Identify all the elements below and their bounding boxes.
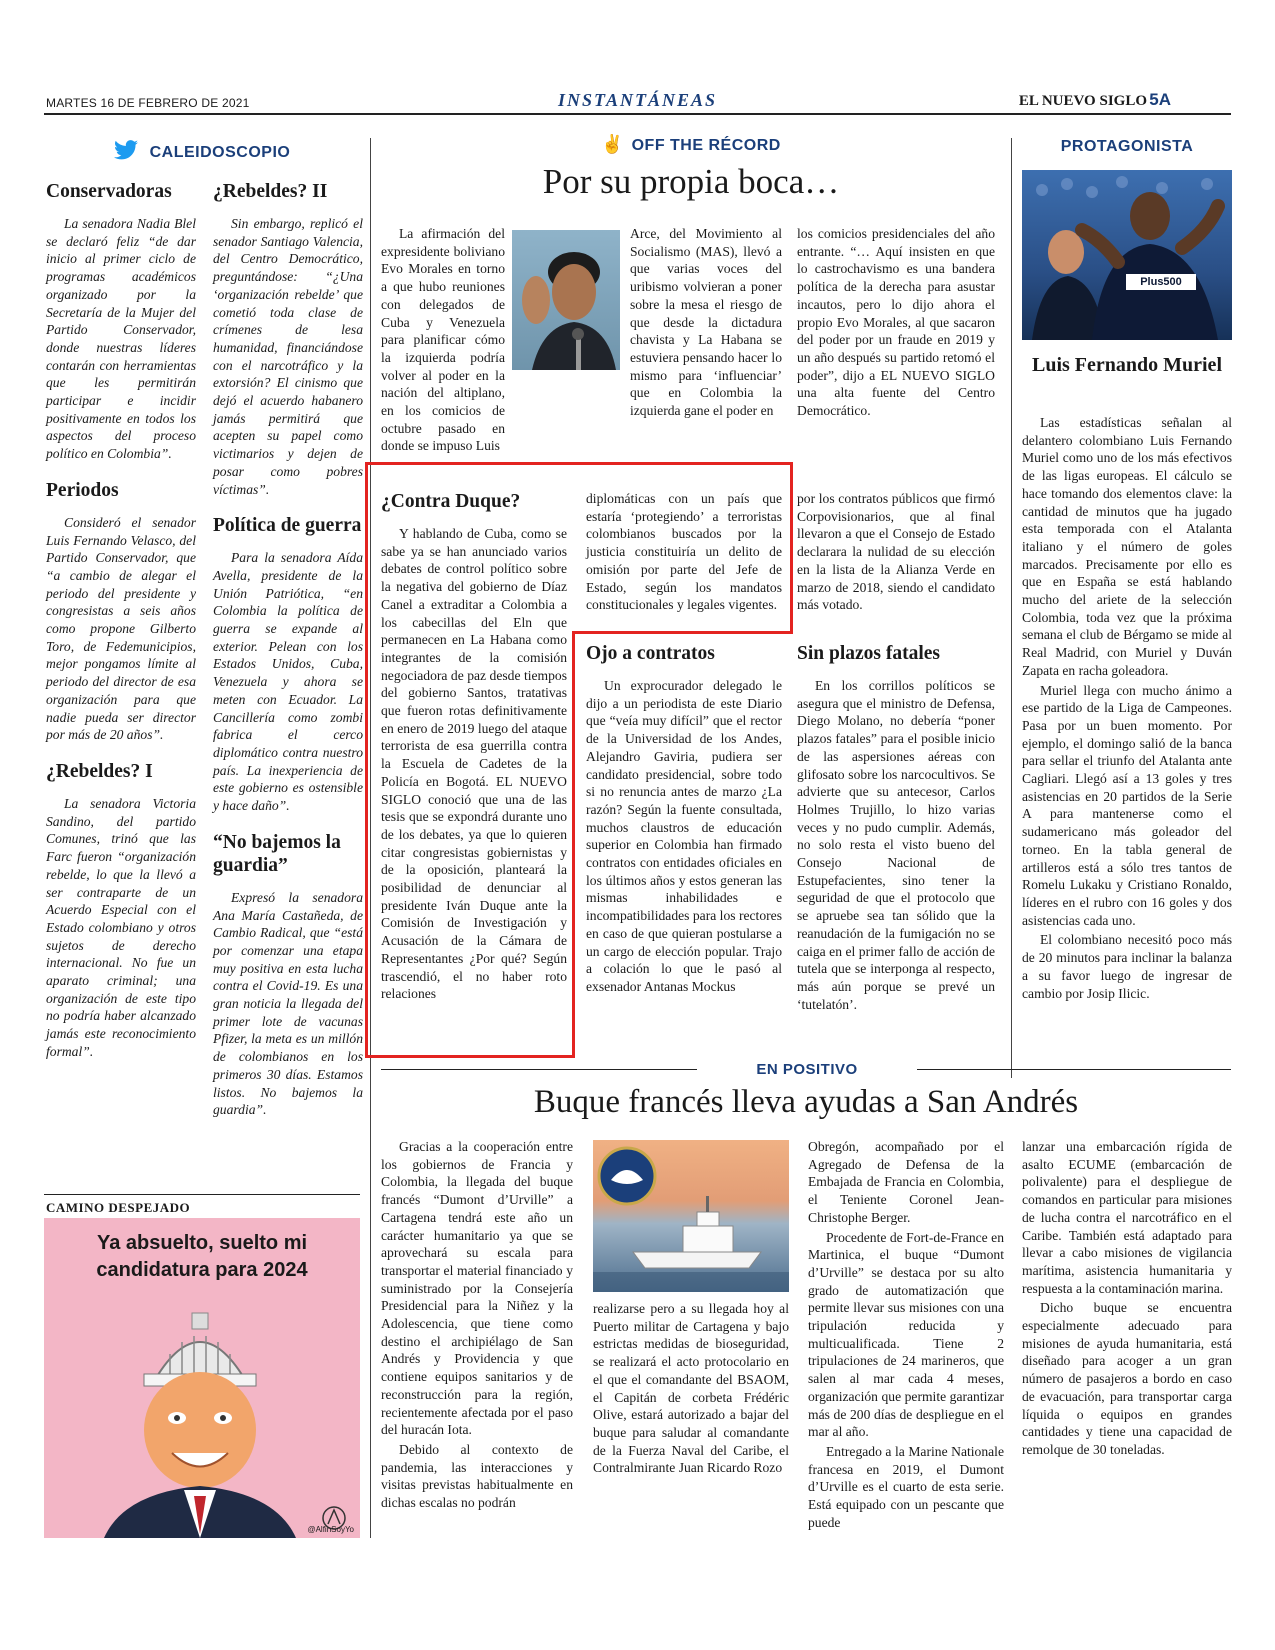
sin-plazos-title: Sin plazos fatales: [797, 643, 941, 664]
off-record-intro-col3: [797, 225, 995, 420]
protagonista-name: Luis Fernando Muriel: [1031, 354, 1222, 376]
cartoon-label: CAMINO DESPEJADO: [46, 1200, 191, 1215]
item-title: Conservadoras: [46, 181, 172, 202]
cartoon-speech: Ya absuelto, suelto mi candidatura para 2024: [96, 1232, 308, 1281]
column-divider: [1011, 138, 1012, 1078]
muriel-photo: [1022, 170, 1232, 340]
ojo-contratos-text: Un exprocurador delegado le dijo a un periodista de este Diario que “veía muy difícil” que el rector de la Universidad de los Andes, Alejandro Gaviria, pudiera ser candidato presidencial, sobre todo si no renuncia antes de marzo ¿La razón? Según la fuente consultada, muchos claustros de educación superior en Colombia han firmado contratos con entidades oficiales en los últimos años y estos generan las mismas inhabilidades e incompatibilidades para los rectores en caso de que quieran postularse a un cargo de elección popular. Trajo a colación lo que le pasó al exsenador Antanas Mockus: [586, 678, 782, 994]
item-text: Expresó la senadora Ana María Castañeda, de Cambio Radical, que “está por comenzar una etapa muy positiva en esta lucha contra el Covid-19. Es una gran noticia la llegada del primer lote de vacunas Pfizer, la meta es un millón de colombianos en los primeros 30 días. Estamos listos. No bajemos la guardia”.: [213, 889, 363, 1118]
off-record-intro-col2: [586, 225, 782, 420]
en-positivo-col3: [808, 1138, 1004, 1531]
item-title: Política de guerra: [213, 515, 362, 537]
contra-duque-text: Y hablando de Cuba, como se sabe ya se han anunciado varios debates de control político sobre la negativa del gobierno de Díaz Canel a extraditar a Colombia a los cabecillas del Eln que permanecen en La Habana como integrantes de la comisión negociadora de paz desde tiempos del gobierno Santos, tratativas que fueron rotas definitivamente en enero de 2019 luego del ataque terrorista de esa guerrilla contra la Escuela de Cadetes de la Policía en Bogotá. EL NUEVO SIGLO conoció que una de las tesis que se expondrá durante uno de los debates, ya que lo quieren citar congresistas gobiernistas y de la oposición, planteará la posibilidad de denunciar al presidente Iván Duque ante la Comisión de Investigación y Acusación de la Cámara de Representantes ¿Por qué? Según trascendió, el no haber roto relaciones: [381, 526, 567, 1002]
en-positivo-col1: [381, 1138, 573, 1512]
item-text: Consideró el senador Luis Fernando Velasco, del Partido Conservador, que “a cambio de alegar el periodo del presidente y congresistas a seis años como propone Gilberto Toro, de Fedemunicipios, mejor pongamos límite al periodo del director de esa organización para que nadie pueda ser director por más de 20 años”.: [46, 514, 196, 743]
item-title: ¿Rebeldes? I: [46, 760, 153, 782]
protagonista-p2: Muriel llega con mucho ánimo a ese partido de la Liga de Campeones. Pasa por un buen momento. Por ejemplo, el domingo salió de la banca para sellar el triunfo del Atalanta ante Cagliari. Llegó así a 13 goles y tres asistencias en 20 partidos de la Serie A para mantenerse como el sudamericano más goleador del torneo. En la tabla general de artilleros está a sólo tres tantos de Romelu Lukaku y Cristiano Ronaldo, líderes en el rubro con 16 goles y dos asistencias cada uno.: [1022, 682, 1232, 928]
cartoon-credit: @AlfinSoyYo: [307, 1525, 354, 1534]
cartoon-caricature: [44, 1218, 360, 1538]
intro-text: La afirmación del expresidente boliviano Evo Morales en torno a que hubo reuniones con delegados de Cuba y Venezuela para planificar cómo la izquierda podría volver al poder en la nación del altiplano, en los comicios de octubre pasado en donde se impuso Luis: [381, 226, 505, 454]
article-text: realizarse pero a su llegada hoy al Puerto militar de Cartagena y bajo estrictas medidas de bioseguridad, se realizará el acto protocolario en el que el comandante del BSAOM, el Capitán de corbeta Frédéric Olive, estará autorizado a bajar del buque para saludar al comandante de la Fuerza Naval del Caribe, el Contralmirante Juan Ricardo Rozo: [593, 1301, 789, 1476]
contratos-cont-text: por los contratos públicos que firmó Corpovisionarios, que al final llevaron a que el Consejo de Estado declarara la nulidad de su elección en la lista de la Alianza Verde en marzo de 2018, siendo el candidato más votado.: [797, 491, 995, 613]
newspaper-name: EL NUEVO SIGLO: [1018, 93, 1147, 109]
highlight-frame-joint: [572, 631, 575, 1058]
item-title: “No bajemos la guardia”: [213, 831, 341, 876]
intro-text: Arce, del Movimiento al Socialismo (MAS), llevó a que varias voces del uribismo volvieran a poner sobre la mesa el riesgo de que desde la dictadura chavista y La Habana se estuviera pensando hacer lo mismo para ‘influenciar’ que en Colombia la izquierda gane el poder en: [630, 226, 782, 419]
item-text: La senadora Nadia Blel se declaró feliz “de dar inicio al primer ciclo de programas académicos organizado por la Secretaría de la Mujer del Partido Conservador, donde nuestras líderes contarán con herramientas que les permitirán participar e incidir positivamente en todos los aspectos del proceso político en Colombia”.: [46, 216, 196, 462]
protagonista-label: PROTAGONISTA: [1060, 138, 1194, 155]
section-title: INSTANTÁNEAS: [557, 90, 718, 110]
cartoon-panel: [44, 1218, 360, 1538]
article-text: Gracias a la cooperación entre los gobiernos de Francia y Colombia, la llegada del buque francés “Dumont d’Urville” a Cartagena tendrá este año un carácter humanitario ya que se aprovechará su escala para transportar el material financiado y suministrado por la Consejería Presidencial para la Niñez y la Adolescencia, que tiene como destino el archipiélago de San Andrés y Providencia y que contiene equipos sanitarios y de reconstrucción para la región, recientemente afectada por el paso del huracán Iota.: [381, 1139, 573, 1438]
caleidoscopio-header: [44, 140, 360, 162]
article-text: Dicho buque se encuentra especialmente adecuado para misiones de ayuda humanitaria, está diseñado para acoger a un gran número de pasajeros a bordo en caso de evacuación, para transportar carga líquida o equipos en grandes cantidades y tiene una capacidad de remolque de 30 toneladas.: [1022, 1300, 1232, 1457]
twitter-bird-icon: [114, 140, 138, 160]
jersey-sponsor: Plus500: [1140, 276, 1182, 288]
item-title: ¿Rebeldes? II: [213, 181, 328, 202]
header-rule: [44, 113, 1231, 115]
protagonista-text: [1022, 414, 1232, 1002]
off-record-header: [381, 134, 1001, 155]
off-record-label: OFF THE RÉCORD: [631, 137, 781, 154]
off-record-headline: Por su propia boca…: [542, 162, 840, 201]
protagonista-p1: Las estadísticas señalan al delantero colombiano Luis Fernando Muriel como uno de los más efectivos de las ligas europeas. El cálculo se hace tomando dos elementos clave: la cantidad de minutos que ha jugado esta temporada con el Atalanta italiano y el número de goles marcados. Precisamente por ello es que en España se está hablando mucho del ariete de la selección Colombia, toda vez que la próxima semana el club de Bérgamo se mide al Real Madrid, con Muriel y Duván Zapata en racha goleadora.: [1022, 415, 1232, 678]
highlight-frame-right: [573, 462, 793, 634]
item-title: Periodos: [46, 479, 119, 501]
off-record-col3-cont: [797, 490, 995, 614]
en-positivo-col2: [593, 1300, 789, 1477]
off-record-intro-col1: [381, 225, 505, 455]
sin-plazos-text: En los corrillos políticos se asegura que el ministro de Defensa, Diego Molano, no debería “poner plazos fatales” para el posible inicio de las aspersiones aéreas con glifosato sobre los narcocultivos. Se advierte que su antecesor, Carlos Holmes Trujillo, lo hizo varias veces y no pudo cumplir. Además, no solo resta el visto bueno del Consejo Nacional de Estupefacientes, sino tener la seguridad de que el protocolo que se apruebe sea tan sólido que la reanudación de la fumigación no se caiga en el primer fallo de acción de tutela que se interponga al respecto, más aún porque se prevé un ‘tutelatón’.: [797, 678, 995, 1012]
peace-hand-icon: ✌: [601, 134, 624, 154]
ojo-contratos-title: Ojo a contratos: [586, 643, 715, 664]
article-text: lanzar una embarcación rígida de asalto ECUME (embarcación de polivalente) para el despliegue de comandos en particular para misiones de lucha contra el narcotráfico en el Caribe. También está adaptado para llevar a cabo misiones de vigilancia marítima, asistencia humanitaria y respuesta a la contaminación marina.: [1022, 1139, 1232, 1296]
item-text: Sin embargo, replicó el senador Santiago Valencia, del Centro Democrático, preguntándose: “¿Una ‘organización rebelde’ que cometió toda clase de crímenes de lesa humanidad, financiándose con el narcotráfico y la extorsión? El cinismo que dejó el acuerdo habanero jamás permitirá que acepten su papel como victimarios y dejen de posar como pobres víctimas”.: [213, 216, 363, 497]
caleidoscopio-label: CALEIDOSCOPIO: [149, 144, 291, 161]
protagonista-p3: El colombiano necesitó poco más de 20 minutos para inclinar la balanza a su favor luego de ingresar de cambio por Josip Ilicic.: [1022, 932, 1232, 1001]
item-text: Para la senadora Aída Avella, presidente de la Unión Patriótica, “en Colombia la política de guerra se expande al exterior. Pelean con los Estados Unidos, Cuba, Venezuela y ahora se meten con Ecuador. La Cancillería como zombi fabrica el cerco diplomático contra nuestro país. La inexperiencia de este gobierno es ostensible y hace daño”.: [213, 550, 363, 814]
caleidoscopio-col1: [46, 180, 196, 1061]
item-text: La senadora Victoria Sandino, del partido Comunes, trinó que las Farc fueron “organización rebelde, lo que la llevó a ser contraparte de un Acuerdo Especial con el Estado colombiano y otros sujetos de derecho internacional. No fue un aparato criminal; una organización de este tipo no podría haber alcanzado jamás este reconocimiento formal”.: [46, 795, 196, 1059]
contra-duque-text-cont: diplomáticas con un país que estaría ‘protegiendo’ a terroristas colombianos buscados por la justicia constituiría un delito de omisión por parte del Jefe de Estado, según los mandatos constitucionales y legales vigentes.: [586, 491, 782, 613]
player-figure: [1022, 170, 1232, 340]
article-text: Obregón, acompañado por el Agregado de Defensa de la Embajada de Francia en Colombia, el Teniente Coronel Jean-Christophe Berger.: [808, 1139, 1004, 1225]
en-positivo-rule-left: [381, 1069, 697, 1070]
contra-duque-title: ¿Contra Duque?: [381, 491, 521, 512]
en-positivo-col4: [1022, 1138, 1232, 1459]
caleidoscopio-col2: [213, 180, 363, 1119]
en-positivo-headline: Buque francés lleva ayudas a San Andrés: [533, 1084, 1079, 1120]
page-number: 5A: [1149, 90, 1171, 109]
en-positivo-label: EN POSITIVO: [756, 1061, 858, 1078]
ship-figure: [593, 1140, 789, 1292]
intro-text: los comicios presidenciales del año entrante. “… Aquí insisten en que lo castrochavismo es una bandera política de la derecha para asustar incautos, pero lo dijo ahora el propio Evo Morales, al que sacaron del poder por un fraude en 2019 y un año después su partido retomó el poder”, dijo a EL NUEVO SIGLO una alta fuente del Centro Democrático.: [797, 226, 995, 419]
sin-plazos-col: [797, 642, 995, 1013]
article-text: Debido al contexto de pandemia, las interacciones y visitas previstas habitualmente en dichas escalas no podrán: [381, 1441, 573, 1511]
highlight-frame-left: [365, 462, 575, 1058]
article-text: Entregado a la Marine Nationale francesa en 2019, el Dumont d’Urville es el cuarto de esta serie. Está equipado con un pescante que puede: [808, 1443, 1004, 1530]
ojo-contratos-col: [586, 642, 782, 996]
article-text: Procedente de Fort-de-France en Martinica, el buque “Dumont d’Urville” se destaca por su alto grado de automatización que permite llevar sus misiones con una tripulación reducida y multicualificada. Tiene 2 tripulaciones de 24 marineros, que salen al mar cada 4 meses, organización que permite garantizar más de 200 días de despliegue en el mar al año.: [808, 1229, 1004, 1440]
en-positivo-rule-right: [917, 1069, 1231, 1070]
ship-photo: [593, 1140, 789, 1292]
cartoon-rule: [44, 1194, 360, 1195]
page-date: MARTES 16 DE FEBRERO DE 2021: [46, 96, 250, 110]
